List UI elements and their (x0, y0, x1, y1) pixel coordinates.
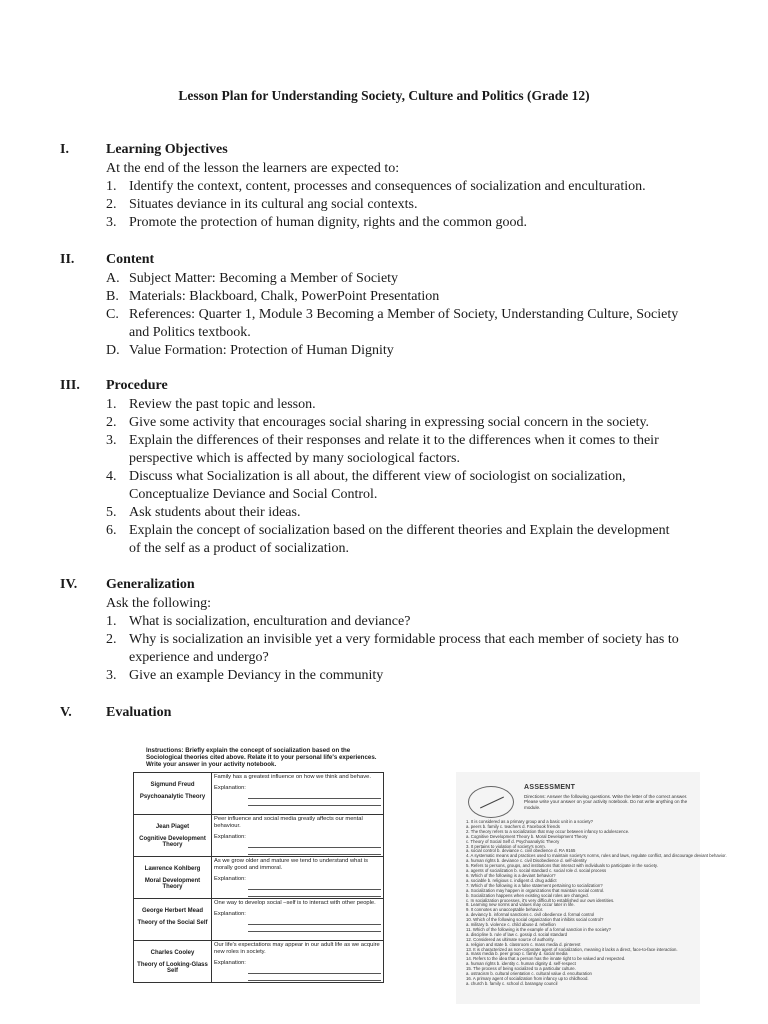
list-marker: 5. (106, 505, 117, 520)
list-text: Discuss what Socialization is all about, the different view of sociologist on socialization, (129, 469, 626, 484)
answer-line (248, 799, 381, 806)
list-marker: 6. (106, 523, 117, 538)
theorist-cell (134, 899, 212, 941)
list-item (0, 468, 768, 504)
list-item (0, 432, 768, 468)
assessment-title: ASSESSMENT (524, 784, 576, 791)
section-title: Evaluation (106, 705, 172, 720)
section-number: V. (60, 705, 72, 720)
question-line: a. religion and state b. classroom c. mass media d. pinterest (466, 941, 581, 947)
section-number: III. (60, 378, 80, 393)
list-item (0, 288, 768, 306)
theory-description-cell (212, 773, 384, 815)
list-marker: B. (106, 289, 119, 304)
section-learning-objectives (0, 142, 768, 232)
question-line: a. Socialization may happen in organizations that maintain social control. (466, 887, 605, 893)
list-item (0, 414, 768, 432)
question-line: 8. Learning new norms and values may occur later in life. (466, 902, 575, 908)
section-number: I. (60, 142, 69, 157)
list-item (0, 504, 768, 522)
activity-instructions: Instructions: Briefly explain the concept of socialization based on the Sociological theories cited above. Relate it to your personal life's experiences. Write your answer in your activity notebook. (146, 747, 377, 768)
list-marker: A. (106, 271, 120, 286)
theorist-name: George Herbert Mead (141, 908, 204, 914)
theory-description: One way to develop social –self is to interact with other people. (214, 900, 376, 906)
list-marker: 1. (106, 397, 117, 412)
list-marker: 1. (106, 614, 117, 629)
list-item (0, 342, 768, 360)
list-item (0, 306, 768, 342)
section-content (0, 252, 768, 360)
list-text-continued: Conceptualize Deviance and Social Control. (129, 487, 378, 502)
theory-description-cell (212, 857, 384, 899)
theorist-cell (134, 815, 212, 857)
theorist-name: Jean Piaget (155, 824, 190, 830)
table-row (134, 857, 384, 899)
question-line: 14. Refers to the idea that a person has the innate right to be valued and respected. (466, 956, 626, 962)
section-intro: Ask the following: (106, 596, 211, 611)
answer-line (248, 925, 381, 932)
list-text: Materials: Blackboard, Chalk, PowerPoint Presentation (129, 289, 440, 304)
list-item (0, 178, 768, 196)
table-row (134, 941, 384, 983)
list-text-continued: and Politics textbook. (129, 325, 251, 340)
list-text-continued: experience and undergo? (129, 650, 269, 665)
list-marker: C. (106, 307, 119, 322)
question-line: 2. The theory refers to a socialization that may occur between infancy to adolescence. (466, 828, 630, 834)
question-line: 4. A systematic means and practices used to maintain society's norms, rules and laws, regulate conflict, and discourage deviant behavior. (466, 853, 727, 859)
question-line: a. peers b. family c. teachers d. Facebook friends (466, 823, 560, 829)
list-marker: 1. (106, 179, 117, 194)
question-line: 16. A primary agent of socialization from infancy up to childhood. (466, 976, 589, 981)
list-marker: D. (106, 343, 120, 358)
list-text: Promote the protection of human dignity, rights and the common good. (129, 215, 528, 230)
list-item (0, 396, 768, 414)
theory-name: Cognitive Development Theory (139, 836, 206, 848)
evaluation-activity-image (128, 742, 388, 1004)
list-text: What is socialization, enculturation and deviance? (129, 614, 411, 629)
theorist-cell (134, 857, 212, 899)
list-marker: 2. (106, 415, 117, 430)
document-title: Lesson Plan for Understanding Society, Culture and Politics (Grade 12) (178, 88, 590, 103)
answer-line (248, 967, 381, 974)
question-line: 15. The process of being socialized to a particular culture. (466, 966, 576, 972)
question-line: a. ostracism b. cultural orientation c. cultural value d. enculturation (466, 971, 592, 977)
question-line: 1. It is considered as a primary group and a basic unit in a society? (466, 819, 594, 824)
question-line: a. church b. family c. school d. barangay council (466, 980, 558, 986)
question-line: 9. It connotes an unacceptable behavior. (466, 907, 544, 913)
section-intro: At the end of the lesson the learners are expected to: (106, 161, 400, 176)
list-text: Situates deviance in its cultural ang social contexts. (129, 197, 418, 212)
section-number: IV. (60, 577, 78, 592)
theory-description: Our life's expectations may appear in our adult life as we acquire new roles in society. (214, 942, 380, 955)
question-line: 12. Considered as ultimate source of authority. (466, 936, 555, 942)
explanation-label: Explanation: (214, 876, 246, 882)
list-item (0, 522, 768, 558)
table-row (134, 899, 384, 941)
list-text: Give some activity that encourages social sharing in expressing social concern in the society. (129, 415, 650, 430)
list-text: Value Formation: Protection of Human Dignity (129, 343, 394, 358)
assessment-questions (466, 819, 727, 987)
question-line: a. human rights b. deviance c. civil Disobedience d. self-identity (466, 858, 587, 864)
section-title: Procedure (106, 378, 168, 393)
answer-line (248, 883, 381, 890)
question-line: a. social control b. deviance c. civil obedience d. RA 9165 (466, 848, 576, 854)
question-line: b. Socialization happens when existing social roles are changed. (466, 892, 589, 898)
section-title: Content (106, 252, 155, 267)
theory-description-cell (212, 941, 384, 983)
answer-line (248, 918, 381, 925)
section-generalization (0, 577, 768, 685)
list-text: Subject Matter: Becoming a Member of Society (129, 271, 399, 286)
quill-stroke (480, 797, 504, 809)
theorist-cell (134, 773, 212, 815)
question-line: a. sociable b. religious c. indigent d. drug addict (466, 877, 557, 883)
question-line: 11. Which of the following is the example of a formal sanction in the society? (466, 926, 611, 932)
question-line: c. In socialization processes, it's very difficult to established our own identities. (466, 897, 615, 903)
section-heading (0, 705, 768, 723)
question-line: a. discipline b. rule of law c. gossip d. social standard (466, 931, 568, 937)
theory-name: Psychoanalytic Theory (139, 794, 206, 800)
list-text-continued: perspective which is affected by many sociological factors. (129, 451, 460, 466)
theory-table (133, 772, 384, 983)
theory-name: Moral Development Theory (144, 878, 201, 890)
answer-line (248, 974, 381, 981)
theory-description-cell (212, 899, 384, 941)
question-line: a. military b. violence c. child abuse d. rebellion (466, 922, 556, 928)
explanation-label: Explanation: (214, 960, 246, 966)
list-item (0, 196, 768, 214)
theory-name: Theory of the Social Self (137, 920, 208, 926)
section-number: II. (60, 252, 75, 267)
assessment-directions: Directions: Answer the following questions. Write the letter of the correct answer. Please write your answer on your activity notebook. Do not write anything on the module. (524, 794, 688, 810)
list-item (0, 214, 768, 232)
section-heading (0, 378, 768, 396)
list-item (0, 270, 768, 288)
list-marker: 4. (106, 469, 117, 484)
question-line: 5. Refers to persons, groups, and institutions that interact with individuals to participate in the society. (466, 863, 658, 869)
table-row (134, 815, 384, 857)
question-line: 7. Which of the following is a false statement pertaining to socialization? (466, 882, 603, 888)
question-line: 6. Which of the following is a deviant behavior? (466, 872, 556, 878)
assessment-image (456, 772, 727, 1004)
theorist-cell (134, 941, 212, 983)
section-title: Learning Objectives (106, 142, 228, 157)
explanation-label: Explanation: (214, 911, 246, 917)
list-item (0, 613, 768, 631)
theory-name: Theory of Looking-Glass Self (137, 962, 208, 974)
section-evaluation (0, 705, 768, 723)
theorist-name: Sigmund Freud (150, 782, 195, 788)
section-heading (0, 577, 768, 595)
question-line: a. mass media b. peer group c. family d. social media (466, 951, 568, 957)
section-heading (0, 142, 768, 160)
theorist-name: Charles Cooley (150, 950, 195, 956)
list-marker: 3. (106, 668, 117, 683)
list-item (0, 631, 768, 667)
question-line: 3. It pertains to violation of society's norm. (466, 843, 546, 849)
answer-line (248, 890, 381, 897)
list-marker: 3. (106, 215, 117, 230)
list-text: References: Quarter 1, Module 3 Becoming a Member of Society, Understanding Culture, Society (129, 307, 679, 322)
list-text-continued: of the self as a product of socialization. (129, 541, 350, 556)
answer-line (248, 841, 381, 848)
section-title: Generalization (106, 577, 195, 592)
question-line: a. human rights b. identity c. human dignity d. self-respect (466, 961, 576, 967)
answer-line (248, 792, 381, 799)
list-marker: 2. (106, 197, 117, 212)
theory-description: Family has a greatest influence on how we think and behave. (214, 774, 371, 780)
question-line: c. Theory of Social Self d. Psychoanalytic Theory (466, 838, 560, 844)
list-text: Review the past topic and lesson. (129, 397, 316, 412)
question-line: a. agents of socialization b. social standard c. social role d. social process (466, 868, 607, 874)
theory-description-cell (212, 815, 384, 857)
explanation-label: Explanation: (214, 834, 246, 840)
list-text: Why is socialization an invisible yet a very formidable process that each member of society has to (129, 632, 679, 647)
list-item (0, 667, 768, 685)
list-text: Explain the differences of their responses and relate it to the differences when it comes to their (129, 433, 659, 448)
question-line: 10. Which of the following social organization that inhibits social control? (466, 917, 604, 923)
theory-description: Peer influence and social media greatly affects our mental behaviour. (214, 816, 363, 829)
answer-line (248, 848, 381, 855)
list-text: Give an example Deviancy in the community (129, 668, 384, 683)
section-procedure (0, 378, 768, 558)
question-line: a. Cognitive Development Theory b. Moral Development Theory (466, 833, 588, 839)
theory-description: As we grow older and mature we tend to understand what is morally good and immoral. (214, 858, 369, 871)
list-marker: 3. (106, 433, 117, 448)
list-text: Explain the concept of socialization based on the different theories and Explain the development (129, 523, 670, 538)
table-row (134, 773, 384, 815)
list-marker: 2. (106, 632, 117, 647)
theorist-name: Lawrence Kohlberg (144, 866, 201, 872)
question-line: 13. It is characterized as non-corporate agent of socialization, meaning it lacks a direct, face-to-face interaction. (466, 946, 678, 952)
section-heading (0, 252, 768, 270)
explanation-label: Explanation: (214, 785, 246, 791)
list-text: Ask students about their ideas. (129, 505, 301, 520)
quill-pen-icon (468, 786, 514, 818)
list-text: Identify the context, content, processes and consequences of socialization and enculturation. (129, 179, 646, 194)
question-line: a. deviancy b. informal sanctions c. civil obedience d. formal control (466, 912, 595, 918)
